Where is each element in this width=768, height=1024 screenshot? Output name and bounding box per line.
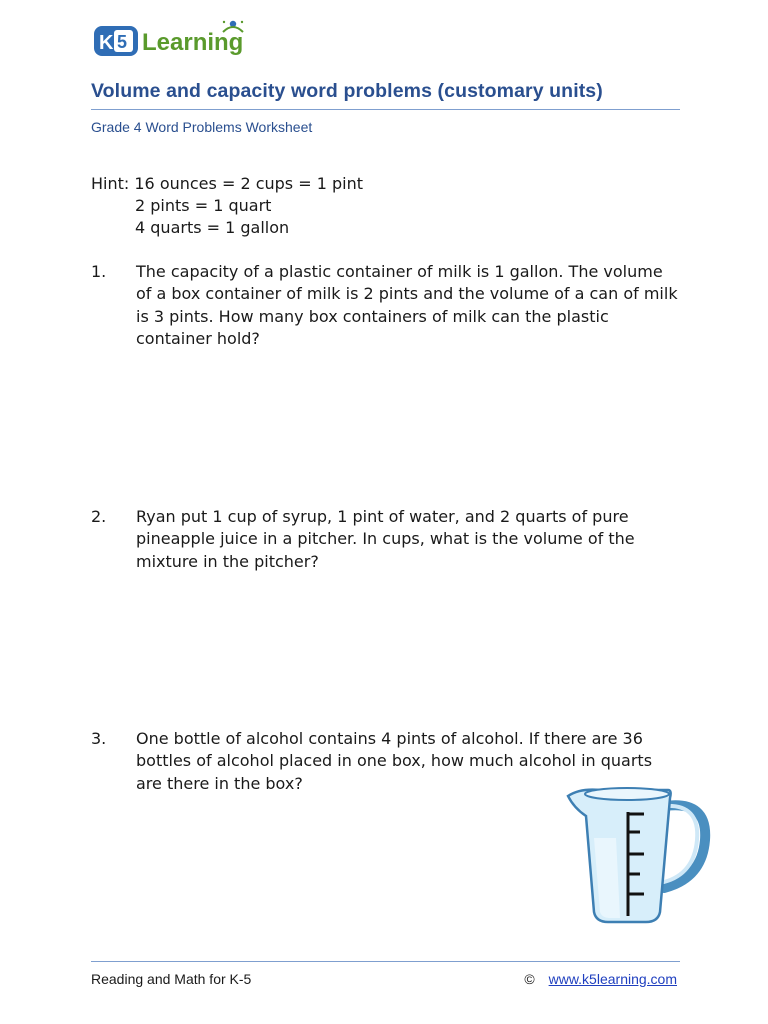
hint-line-1: Hint: 16 ounces = 2 cups = 1 pint [91, 174, 363, 193]
problem-1 [91, 261, 691, 350]
problem-number: 2. [91, 507, 107, 526]
hint-line-3: 4 quarts = 1 gallon [135, 218, 290, 237]
problem-number: 1. [91, 262, 107, 281]
svg-text:K: K [99, 32, 114, 54]
measuring-jug-icon [560, 778, 712, 930]
problem-2 [91, 506, 691, 573]
copyright-symbol: © [524, 971, 535, 987]
title-divider [91, 109, 680, 110]
footer-credit [524, 971, 677, 987]
footer-tagline: Reading and Math for K-5 [91, 971, 252, 987]
k5learning-link[interactable]: www.k5learning.com [548, 971, 677, 987]
worksheet-subtitle: Grade 4 Word Problems Worksheet [91, 119, 313, 135]
problem-text: The capacity of a plastic container of milk is 1 gallon. The volume of a box container of milk is 2 pints and the volume of a can of milk is 3 pints. How many box containers of milk can the plastic container hold? [136, 262, 678, 348]
svg-text:Learning: Learning [142, 29, 244, 56]
problem-text: Ryan put 1 cup of syrup, 1 pint of water, and 2 quarts of pure pineapple juice in a pitcher. In cups, what is the volume of the mixture in the pitcher? [136, 507, 635, 571]
problem-number: 3. [91, 729, 107, 748]
svg-text:5: 5 [117, 32, 128, 52]
page-title: Volume and capacity word problems (customary units) [91, 80, 603, 102]
problem-text: One bottle of alcohol contains 4 pints of alcohol. If there are 36 bottles of alcohol placed in one box, how much alcohol in quarts are there in the box? [136, 729, 653, 793]
hint-line-2: 2 pints = 1 quart [135, 196, 272, 215]
hint-block [91, 173, 363, 239]
k5-learning-logo[interactable] [92, 16, 262, 60]
footer-divider [91, 961, 680, 962]
